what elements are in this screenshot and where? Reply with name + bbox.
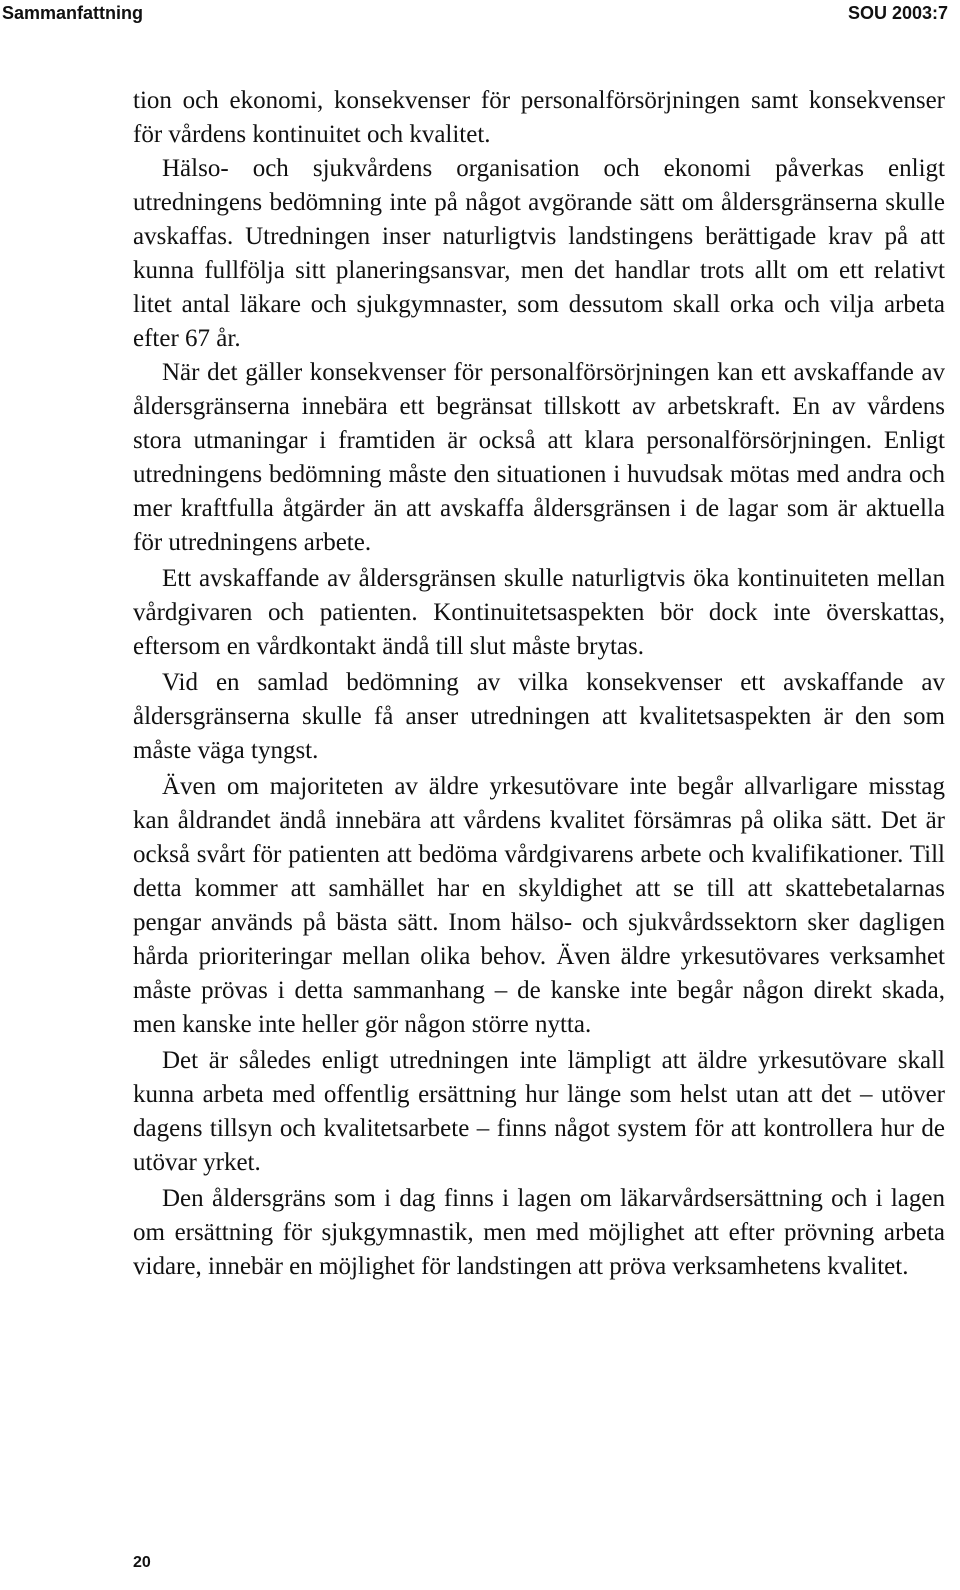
- paragraph: Ett avskaffande av åldersgränsen skulle naturligtvis öka kontinuiteten mellan vårdgivaren och patienten. Kontinuitetsaspekten bör dock inte överskattas, eftersom en vårdkontakt ändå till slut måste brytas.: [133, 565, 945, 660]
- running-header: [0, 0, 960, 26]
- paragraph: Vid en samlad bedömning av vilka konsekvenser ett avskaffande av åldersgränserna skulle få anser utredningen att kvalitetsaspekten är den som måste väga tyngst.: [133, 669, 945, 764]
- section-title: Sammanfattning: [2, 3, 144, 23]
- paragraph: Det är således enligt utredningen inte lämpligt att äldre yrkesutövare skall kunna arbeta med offentlig ersättning hur länge som helst utan att det – utöver dagens tillsyn och kvalitetsarbete – finns något system för att kontrollera hur de utövar yrket.: [133, 1047, 945, 1176]
- paragraph: Den åldersgräns som i dag finns i lagen om läkarvårdsersättning och i lagen om ersättning för sjukgymnastik, men med möjlighet att efter prövning arbeta vidare, innebär en möjlighet för landstingen att pröva verksamhetens kvalitet.: [133, 1185, 945, 1280]
- paragraph: Även om majoriteten av äldre yrkesutövare inte begår allvarligare misstag kan åldrandet ändå innebära att vårdens kvalitet försämras på olika sätt. Det är också svårt för patienten att bedöma vårdgivarens arbete och kvalifikationer. Till detta kommer att samhället har en skyldighet att se till att skattebetalarnas pengar används på bästa sätt. Inom hälso- och sjukvårdssektorn sker dagligen hårda prioriteringar mellan olika behov. Även äldre yrkesutövares verksamhet måste prövas i detta sammanhang – de kanske inte begår någon direkt skada, men kanske inte heller gör någon större nytta.: [133, 773, 945, 1038]
- page-number: 20: [133, 1554, 151, 1571]
- paragraph: När det gäller konsekvenser för personalförsörjningen kan ett avskaffande av åldersgränserna innebära ett begränsat tillskott av arbetskraft. En av vårdens stora utmaningar i framtiden är också att klara personalförsörjningen. Enligt utredningens bedömning måste den situationen i huvudsak mötas med andra och mer kraftfulla åtgärder än att avskaffa åldersgränsen i de lagar som är aktuella för utredningens arbete.: [133, 359, 945, 556]
- body-text: [133, 84, 945, 1284]
- paragraph: Hälso- och sjukvårdens organisation och ekonomi påverkas enligt utredningens bedömning inte på något avgörande sätt om åldersgränserna skulle avskaffas. Utredningen inser naturligtvis landstingens berättigade krav på att kunna fullfölja sitt planeringsansvar, men det handlar trots allt om ett relativt litet antal läkare och sjukgymnaster, som dessutom skall orka och vilja arbeta efter 67 år.: [133, 155, 945, 352]
- paragraph: tion och ekonomi, konsekvenser för personalförsörjningen samt konsekvenser för vårdens kontinuitet och kvalitet.: [133, 87, 945, 148]
- publication-id: SOU 2003:7: [847, 3, 948, 23]
